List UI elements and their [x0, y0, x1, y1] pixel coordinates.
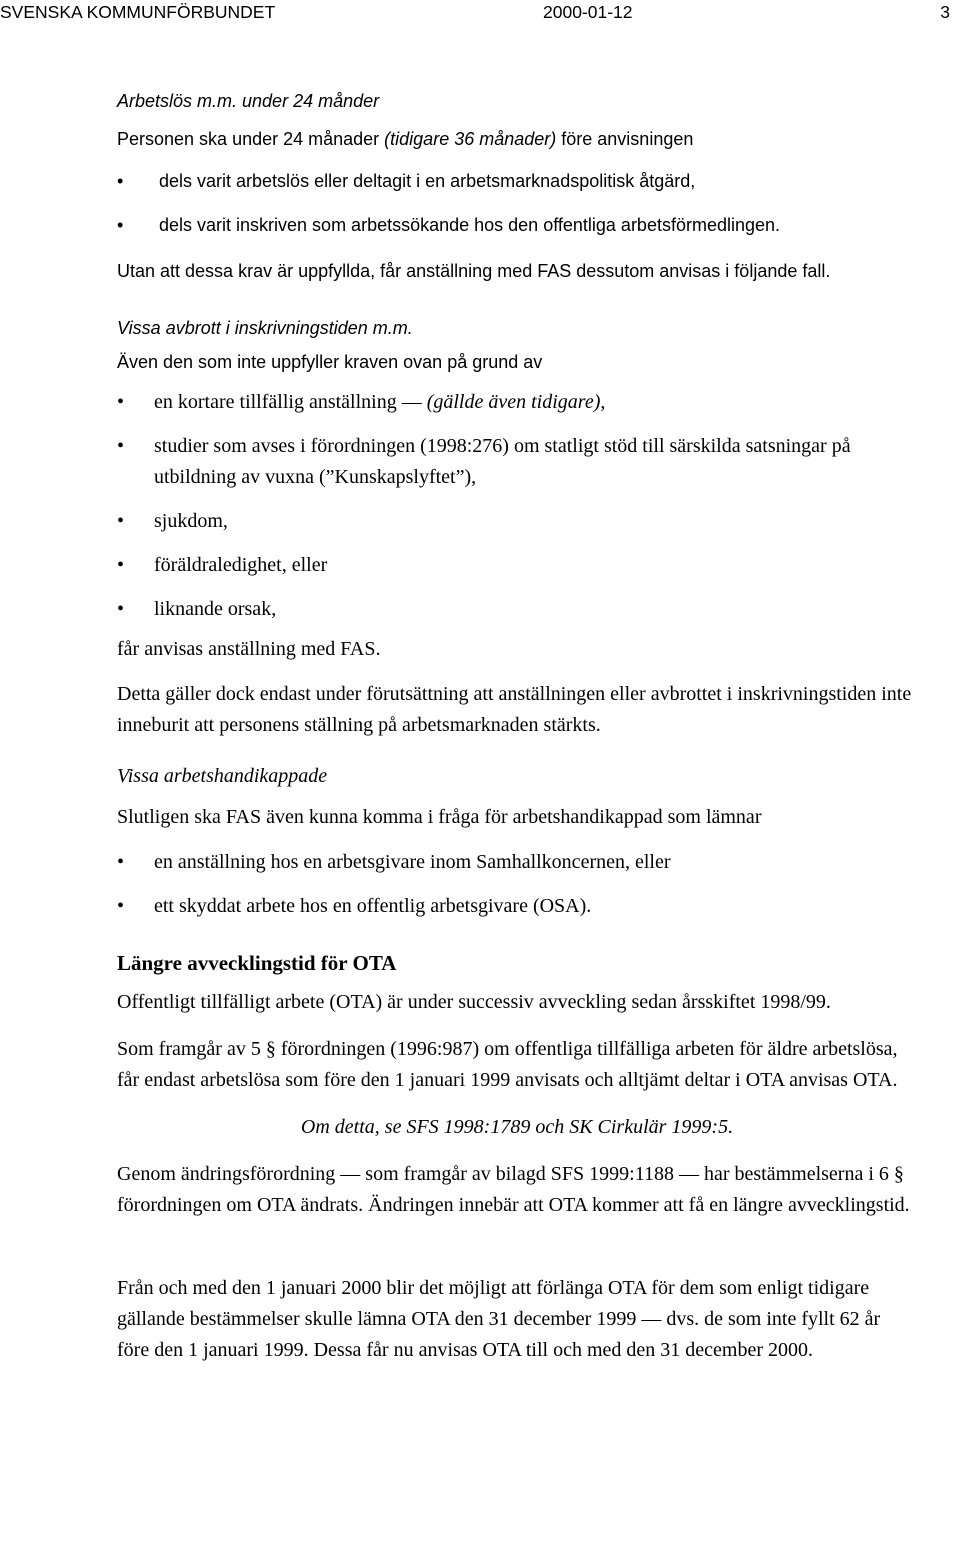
bullet-icon: • [117, 171, 124, 191]
list-item [117, 431, 917, 493]
bullet-icon: • [117, 895, 125, 917]
document-body [117, 83, 917, 1380]
page-number: 3 [940, 2, 950, 22]
list-item [117, 506, 917, 537]
bullet-icon: • [117, 435, 125, 457]
section-heading: Vissa avbrott i inskrivningstiden m.m. [117, 318, 413, 338]
list-item-text: ett skyddat arbete hos en offentlig arbetsgivare (OSA). [154, 895, 592, 917]
list-item [117, 847, 917, 878]
paragraph: Slutligen ska FAS även kunna komma i fråga för arbetshandikappad som lämnar [117, 806, 762, 828]
list-item-text: studier som avses i förordningen (1998:276) om statligt stöd till särskilda satsningar på utbildning av vuxna (”Kunskapslyftet”), [154, 435, 851, 488]
section-arbetslos [117, 83, 917, 379]
bullet-list [117, 387, 917, 625]
list-item [117, 387, 917, 418]
list-item-text: liknande orsak, [154, 598, 277, 620]
bullet-list [117, 159, 917, 247]
paragraph: Som framgår av 5 § förordningen (1996:987) om offentliga tillfälliga arbeten för äldre arbetslösa, får endast arbetslösa som före den 1 januari 1999 anvisats och alltjämt deltar i OTA anvisas OTA. [117, 1038, 898, 1091]
paragraph: får anvisas anställning med FAS. [117, 638, 381, 660]
list-item-text: dels varit arbetslös eller deltagit i en arbetsmarknadspolitisk åtgärd, [159, 171, 696, 191]
list-item [117, 159, 917, 203]
text-run: Personen ska under 24 månader [117, 129, 385, 149]
list-item [117, 203, 917, 247]
paragraph: Även den som inte uppfyller kraven ovan på grund av [117, 352, 543, 372]
bullet-icon: • [117, 510, 125, 532]
text-run: före anvisningen [556, 129, 694, 149]
bullet-icon: • [117, 554, 125, 576]
bullet-icon: • [117, 215, 124, 235]
list-item-text: sjukdom, [154, 510, 228, 532]
section-heading: Vissa arbetshandikappade [117, 765, 328, 787]
list-item [117, 594, 917, 625]
header-organization: SVENSKA KOMMUNFÖRBUNDET [0, 2, 276, 22]
list-item-text: föräldraledighet, eller [154, 554, 328, 576]
list-item-text: en kortare tillfällig anställning — [154, 391, 427, 413]
paragraph: Utan att dessa krav är uppfyllda, får anställning med FAS dessutom anvisas i följande fall. [117, 261, 831, 281]
list-item-text-italic: (gällde även tidigare) [426, 391, 601, 413]
paragraph: Från och med den 1 januari 2000 blir det möjligt att förlänga OTA för dem som enligt tidigare gällande bestämmelser skulle lämna OTA den 31 december 1999 — dvs. de som inte fyllt 62 år före den 1 januari 1999. Dessa får nu anvisas OTA till och med den 31 december 2000. [117, 1277, 881, 1361]
page-header [0, 2, 960, 28]
paragraph: Offentligt tillfälligt arbete (OTA) är under successiv avveckling sedan årsskiftet 1998/99. [117, 991, 831, 1013]
list-item-text: , [600, 391, 606, 413]
bullet-list [117, 847, 917, 922]
header-date: 2000-01-12 [543, 2, 633, 22]
bullet-icon: • [117, 598, 125, 620]
bullet-icon: • [117, 851, 125, 873]
paragraph [117, 119, 917, 159]
section-heading: Längre avvecklingstid för OTA [117, 951, 397, 975]
paragraph: Genom ändringsförordning — som framgår av bilagd SFS 1999:1188 — har bestämmelserna i 6 § förordningen om OTA ändrats. Ändringen innebär att OTA kommer att få en längre avvecklingstid. [117, 1163, 910, 1216]
paragraph: Detta gäller dock endast under förutsättning att anställningen eller avbrottet i inskrivningstiden inte inneburit att personens ställning på arbetsmarknaden stärkts. [117, 683, 912, 736]
text-run-italic: (tidigare 36 månader) [384, 129, 557, 149]
list-item-text: en anställning hos en arbetsgivare inom Samhallkoncernen, eller [154, 851, 671, 873]
section-heading: Arbetslös m.m. under 24 månder [117, 91, 380, 111]
list-item [117, 891, 917, 922]
list-item [117, 550, 917, 581]
bullet-icon: • [117, 391, 125, 413]
list-item-text: dels varit inskriven som arbetssökande hos den offentliga arbetsförmedlingen. [159, 215, 781, 235]
reference-note: Om detta, se SFS 1998:1789 och SK Cirkulär 1999:5. [300, 1116, 734, 1138]
